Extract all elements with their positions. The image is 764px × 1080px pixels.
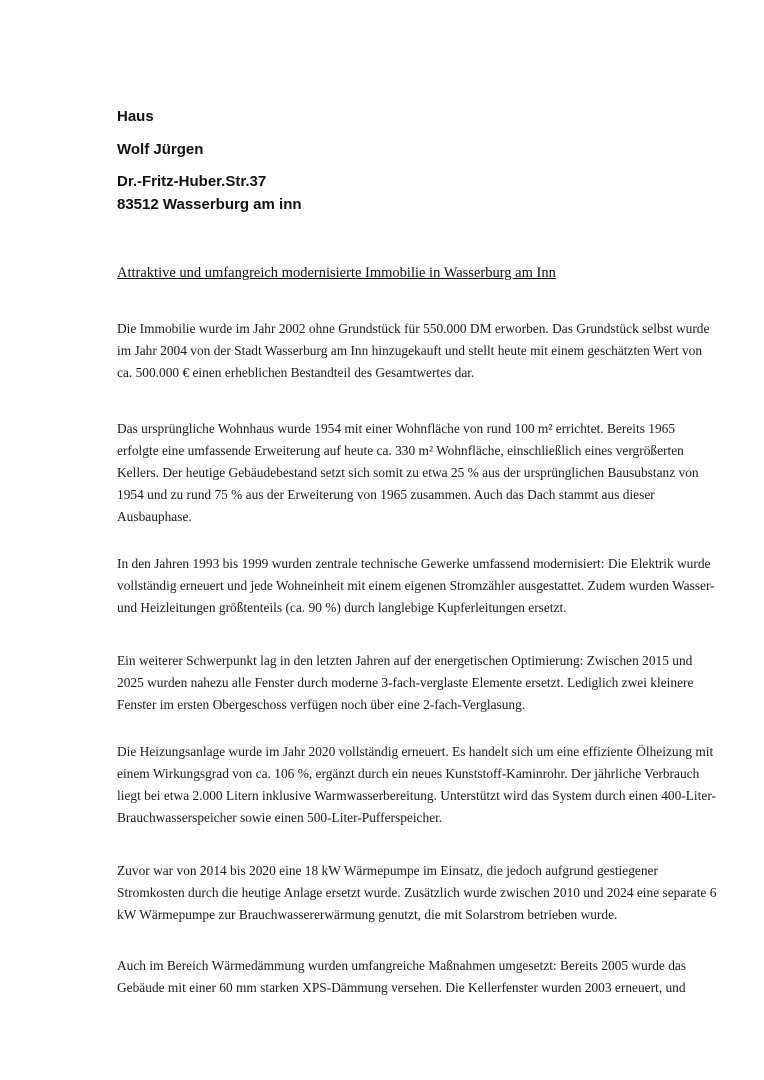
owner-name: Wolf Jürgen	[117, 141, 204, 158]
paragraph-building-history: Das ursprüngliche Wohnhaus wurde 1954 mit einer Wohnfläche von rund 100 m² errichtet. Bereits 1965 erfolgte eine umfassende Erweiterung auf heute ca. 330 m² Wohnfläche, einschließlich eines vergrößerten Kellers. Der heutige Gebäudebestand setzt sich somit zu etwa 25 % aus der ursprünglichen Bausubstanz von 1954 und zu rund 75 % aus der Erweiterung von 1965 zusammen. Auch das Dach stammt aus dieser Ausbauphase.	[117, 421, 699, 524]
property-headline: Attraktive und umfangreich modernisierte Immobilie in Wasserburg am Inn	[117, 265, 556, 281]
paragraph-technical-modernization: In den Jahren 1993 bis 1999 wurden zentrale technische Gewerke umfassend modernisiert: Die Elektrik wurde vollständig erneuert und jede Wohneinheit mit einem eigenen Stromzähler ausgestattet. Zudem wurden Wasser- und Heizleitungen größtenteils (ca. 90 %) durch langlebige Kupferleitungen ersetzt.	[117, 556, 715, 615]
paragraph-heat-pump: Zuvor war von 2014 bis 2020 eine 18 kW Wärmepumpe im Einsatz, die jedoch aufgrund gestiegener Stromkosten durch die heutige Anlage ersetzt wurde. Zusätzlich wurde zwischen 2010 und 2024 eine separate 6 kW Wärmepumpe zur Brauchwassererwärmung genutzt, die mit Solarstrom betrieben wurde.	[117, 863, 717, 922]
paragraph-heating: Die Heizungsanlage wurde im Jahr 2020 vollständig erneuert. Es handelt sich um eine effiziente Ölheizung mit einem Wirkungsgrad von ca. 106 %, ergänzt durch ein neues Kunststoff-Kaminrohr. Der jährliche Verbrauch liegt bei etwa 2.000 Litern inklusive Warmwasserbereitung. Unterstützt wird das System durch einen 400-Liter-Brauchwasserspeicher sowie einen 500-Liter-Pufferspeicher.	[117, 744, 716, 825]
paragraph-purchase: Die Immobilie wurde im Jahr 2002 ohne Grundstück für 550.000 DM erworben. Das Grundstück selbst wurde im Jahr 2004 von der Stadt Wasserburg am Inn hinzugekauft und stellt heute mit einem geschätzten Wert von ca. 500.000 € einen erheblichen Bestandteil des Gesamtwertes dar.	[117, 321, 710, 380]
address-header	[117, 108, 302, 213]
street-address: Dr.-Fritz-Huber.Str.37	[117, 173, 267, 190]
paragraph-insulation: Auch im Bereich Wärmedämmung wurden umfangreiche Maßnahmen umgesetzt: Bereits 2005 wurde das Gebäude mit einer 60 mm starken XPS-Dämmung versehen. Die Kellerfenster wurden 2003 erneuert, und	[117, 958, 687, 995]
paragraph-windows: Ein weiterer Schwerpunkt lag in den letzten Jahren auf der energetischen Optimierung: Zwischen 2015 und 2025 wurden nahezu alle Fenster durch moderne 3-fach-verglaste Elemente ersetzt. Lediglich zwei kleinere Fenster im ersten Obergeschoss verfügen noch über eine 2-fach-Verglasung.	[117, 653, 694, 712]
document-title: Haus	[117, 108, 154, 125]
city-address: 83512 Wasserburg am inn	[117, 196, 302, 213]
